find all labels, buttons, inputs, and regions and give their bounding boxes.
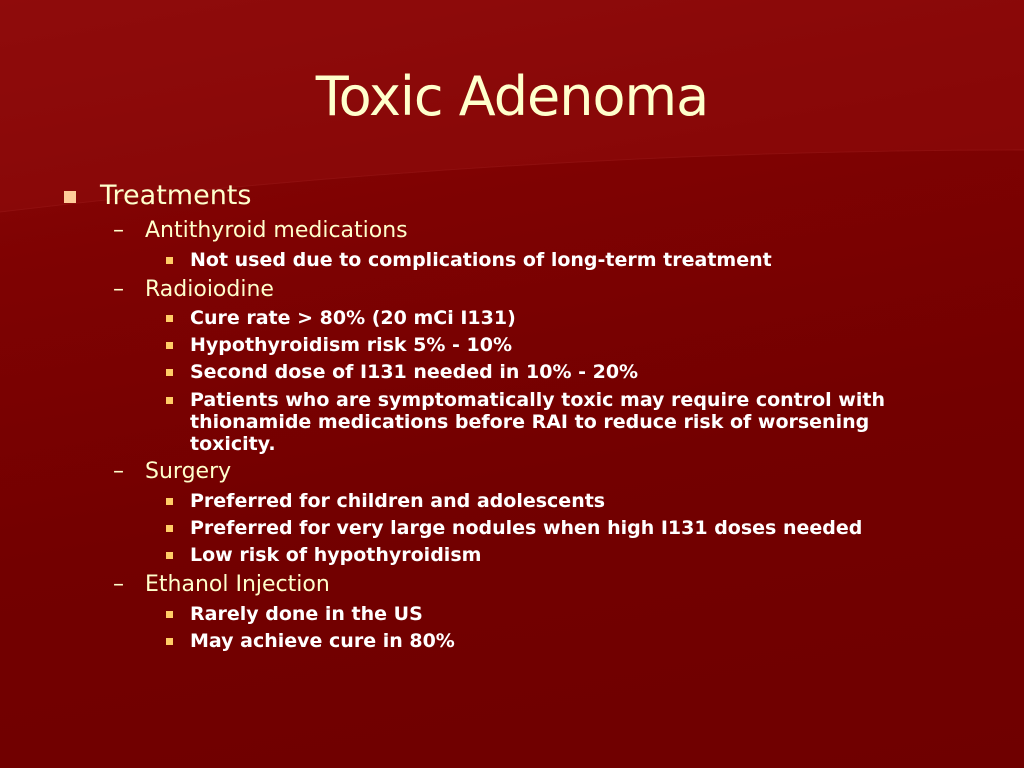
bullet-text: Not used due to complications of long-term treatment xyxy=(190,249,772,271)
small-square-bullet-icon xyxy=(166,525,173,532)
dash-bullet-icon: – xyxy=(113,218,124,243)
bullet-text: Hypothyroidism risk 5% - 10% xyxy=(190,334,512,356)
bullet-text: Preferred for very large nodules when high I131 doses needed xyxy=(190,517,863,539)
bullet-text: Cure rate > 80% (20 mCi I131) xyxy=(190,307,516,329)
bullet-ethanol-1 xyxy=(190,603,423,625)
small-square-bullet-icon xyxy=(166,552,173,559)
bullet-radioiodine-4 xyxy=(190,389,950,455)
small-square-bullet-icon xyxy=(166,369,173,376)
bullet-ethanol-2 xyxy=(190,630,455,652)
small-square-bullet-icon xyxy=(166,397,173,404)
bullet-radioiodine-3 xyxy=(190,361,638,383)
bullet-surgery xyxy=(113,459,232,484)
bullet-antithyroid xyxy=(113,218,408,243)
bullet-text: Patients who are symptomatically toxic may require control with thionamide medications before RAI to reduce risk of worsening toxicity. xyxy=(190,389,885,455)
bullet-surgery-3 xyxy=(190,544,481,566)
small-square-bullet-icon xyxy=(166,257,173,264)
bullet-ethanol xyxy=(113,572,330,597)
bullet-text: Low risk of hypothyroidism xyxy=(190,544,482,566)
small-square-bullet-icon xyxy=(166,342,173,349)
bullet-text: Rarely done in the US xyxy=(190,603,423,625)
dash-bullet-icon: – xyxy=(113,572,124,597)
bullet-text: Radioiodine xyxy=(145,277,274,302)
small-square-bullet-icon xyxy=(166,638,173,645)
bullet-text: Surgery xyxy=(145,459,232,484)
small-square-bullet-icon xyxy=(166,611,173,618)
bullet-radioiodine xyxy=(113,277,274,302)
bullet-antithyroid-1 xyxy=(190,249,772,271)
slide-title: Toxic Adenoma xyxy=(315,65,709,128)
bullet-text: Ethanol Injection xyxy=(145,572,330,597)
bullet-surgery-2 xyxy=(190,517,862,539)
bullet-text: Second dose of I131 needed in 10% - 20% xyxy=(190,361,639,383)
bullet-text: May achieve cure in 80% xyxy=(190,630,455,652)
bullet-text: Antithyroid medications xyxy=(145,218,408,243)
bullet-text: Treatments xyxy=(100,180,252,211)
square-bullet-icon xyxy=(64,191,76,203)
bullet-text: Preferred for children and adolescents xyxy=(190,490,606,512)
bullet-radioiodine-2 xyxy=(190,334,512,356)
bullet-surgery-1 xyxy=(190,490,605,512)
dash-bullet-icon: – xyxy=(113,459,124,484)
bullet-radioiodine-1 xyxy=(190,307,516,329)
bullet-treatments xyxy=(100,180,251,211)
small-square-bullet-icon xyxy=(166,315,173,322)
dash-bullet-icon: – xyxy=(113,277,124,302)
small-square-bullet-icon xyxy=(166,498,173,505)
